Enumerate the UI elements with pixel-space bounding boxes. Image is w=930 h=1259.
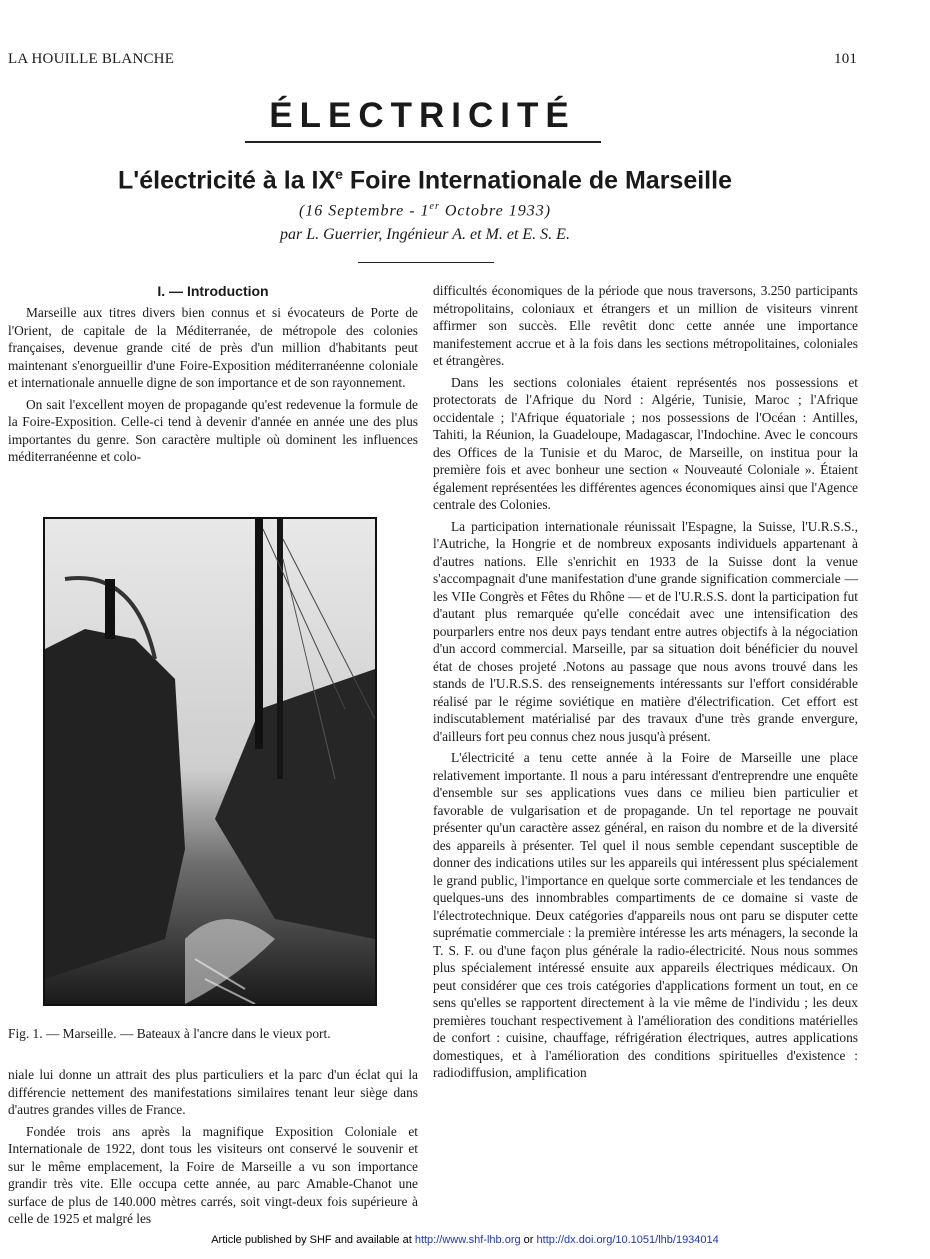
left-column-top [8,304,418,466]
figure-photo [43,517,377,1006]
dates-part2: Octobre 1933) [439,202,552,220]
figure-caption: Fig. 1. — Marseille. — Bateaux à l'ancre dans le vieux port. [8,1026,331,1041]
article-title [0,166,850,195]
footer-link-doi[interactable]: http://dx.doi.org/10.1051/lhb/1934014 [536,1234,719,1246]
page-number: 101 [834,51,858,67]
right-column [433,282,858,1082]
intro-heading: I. — Introduction [157,283,269,299]
paragraph: difficultés économiques de la période que nous traversons, 3.250 participants métropolitains, coloniaux et étrangers et un million de visiteurs vinrent affirmer son succès. Elle revêtit donc cette année une importance manifestement accrue et à la fois dans les sections métropolitaines, coloniales et étrangères. [433,283,858,368]
paragraph: niale lui donne un attrait des plus particuliers et la parc d'un éclat qui la différencie nettement des manifestations similaires tenant leur siège dans d'autres grandes villes de France. [8,1067,418,1117]
paragraph: On sait l'excellent moyen de propagande qu'est redevenue la formule de la Foire-Exposition. Celle-ci tend à devenir d'année en année une des plus importantes du genre. Son caractère multiple où dominent les influences méditerranéenne et colo- [8,396,418,464]
footer-middle: or [520,1234,537,1246]
paragraph: Fondée trois ans après la magnifique Exposition Coloniale et Internationale de 1922, dont tous les visiteurs ont conservé le souvenir et sur le même emplacement, la Foire de Marseille a vu son importance grandir très vite. Elle occupa cette année, au parc Amable-Chanot une surface de plus de 140.000 mètres carrés, soit vingt-deux fois supérieure à celle de 1925 et malgré les [8,1123,418,1226]
footer [0,1234,930,1246]
dates-sup: er [429,201,440,212]
section-title: ÉLECTRICITÉ [269,96,576,135]
article-title-part2: Foire Internationale de Marseille [342,166,732,195]
paragraph: Marseille aux titres divers bien connus et si évocateurs de Porte de l'Orient, de capitale de la Méditerranée, de métropole des colonies françaises, devenue grande cité de près d'un million d'habitants peut maintenant s'enorgueillir d'une Foire-Exposition méditerranéenne coloniale et internationale annuelle digne de son importance et de son rayonnement. [8,305,418,390]
paragraph: La participation internationale réunissait l'Espagne, la Suisse, l'U.R.S.S., l'Autriche, la Hongrie et de nombreux exposants individuels appartenant à d'autres nations. Elle s'enrichit en 1933 de la Suisse dont la venue s'accompagnait d'une manifestation d'une grande signification commerciale — les VIIe Congrès et Fêtes du Rhône — et de l'U.R.S.S. dont la participation fut d'autant plus remarquée qu'elle concédait avec une intensification des pourparlers entre nos deux pays tendant entre autres objectifs à la négociation d'un accord commercial. Marseille, par sa situation doit bénéficier du nouvel état de choses projeté .Notons au passage que nous avons trouvé dans les stands de l'U.R.S.S. des renseignements intéressants sur l'effort considérable réalisé par le régime soviétique en matière d'électrification. Cet effort est indiscutablement matérialisé par des travaux d'une très grande envergure, d'ailleurs fort peu connus chez nous jusqu'à présent. [433,518,858,744]
paragraph: L'électricité a tenu cette année à la Foire de Marseille une place relativement importante. Il nous a paru intéressant d'entreprendre une enquête d'ensemble sur ses applications vues dans ce milieu bien particulier et favorable de vulgarisation et de propagande. Un tel reportage ne pouvait présenter qu'un caractère assez général, en raison du nombre et de la diversité des appareils à présenter. Tel quel il nous semble cependant susceptible de donner des indications utiles sur les appareils qui intéressent plus spécialement le grand public, l'importance en quelque sorte commerciale et les tendances de quelques-uns des innombrables compartiments de ce domaine si vaste de l'électrotechnique. Deux catégories d'appareils nous ont paru se disputer cette suprématie commerciale : la première intéresse les arts ménagers, la seconde la T. S. F. ou d'une façon plus générale la radio-électricité. Nous nous sommes plus spécialement intéressé ensuite aux appareils électriques médicaux. On peut considérer que ces trois catégories d'applications forment un tout, en ce sens qu'elles se rapportent directement à la vie même de l'individu ; les deux premières touchant respectivement à l'amélioration des conditions matérielles de confort : cuisine, chauffage, réfrigération électriques, autres applications domestiques, et à l'amélioration des conditions spirituelles d'existence : radiodiffusion, amplification [433,750,858,1080]
section-title-rule [245,141,601,143]
running-head-journal: LA HOUILLE BLANCHE [8,51,175,67]
footer-link-shf[interactable]: http://www.shf-lhb.org [414,1234,521,1246]
article-title-part1: L'électricité à la IX [118,166,336,195]
paragraph: Dans les sections coloniales étaient représentés nos possessions et protectorats de l'Afrique du Nord : Algérie, Tunisie, Maroc ; l'Afrique occidentale ; l'Afrique équatoriale ; nos possessions de l'Océan : Antilles, Tahiti, la Réunion, la Guadeloupe, Madagascar, l'Indochine. Avec le concours des Offices de la Tunisie et du Maroc, de Marseille, on institua pour la première fois et avec bonheur une section « Nouveauté Coloniale ». Étaient également représentées les différentes agences économiques ainsi que l'Agence centrale des Colonies. [433,374,858,512]
left-column-bottom [8,1066,418,1228]
article-title-sup: e [335,166,343,182]
footer-prefix: Article published by SHF and available at [211,1234,415,1246]
byline: par L. Guerrier, Ingénieur A. et M. et E. S. E. [280,226,570,243]
article-dates [0,201,850,220]
byline-rule [358,262,494,263]
dates-part1: (16 Septembre - 1 [298,202,430,220]
boats-harbor-photo [45,519,375,1004]
